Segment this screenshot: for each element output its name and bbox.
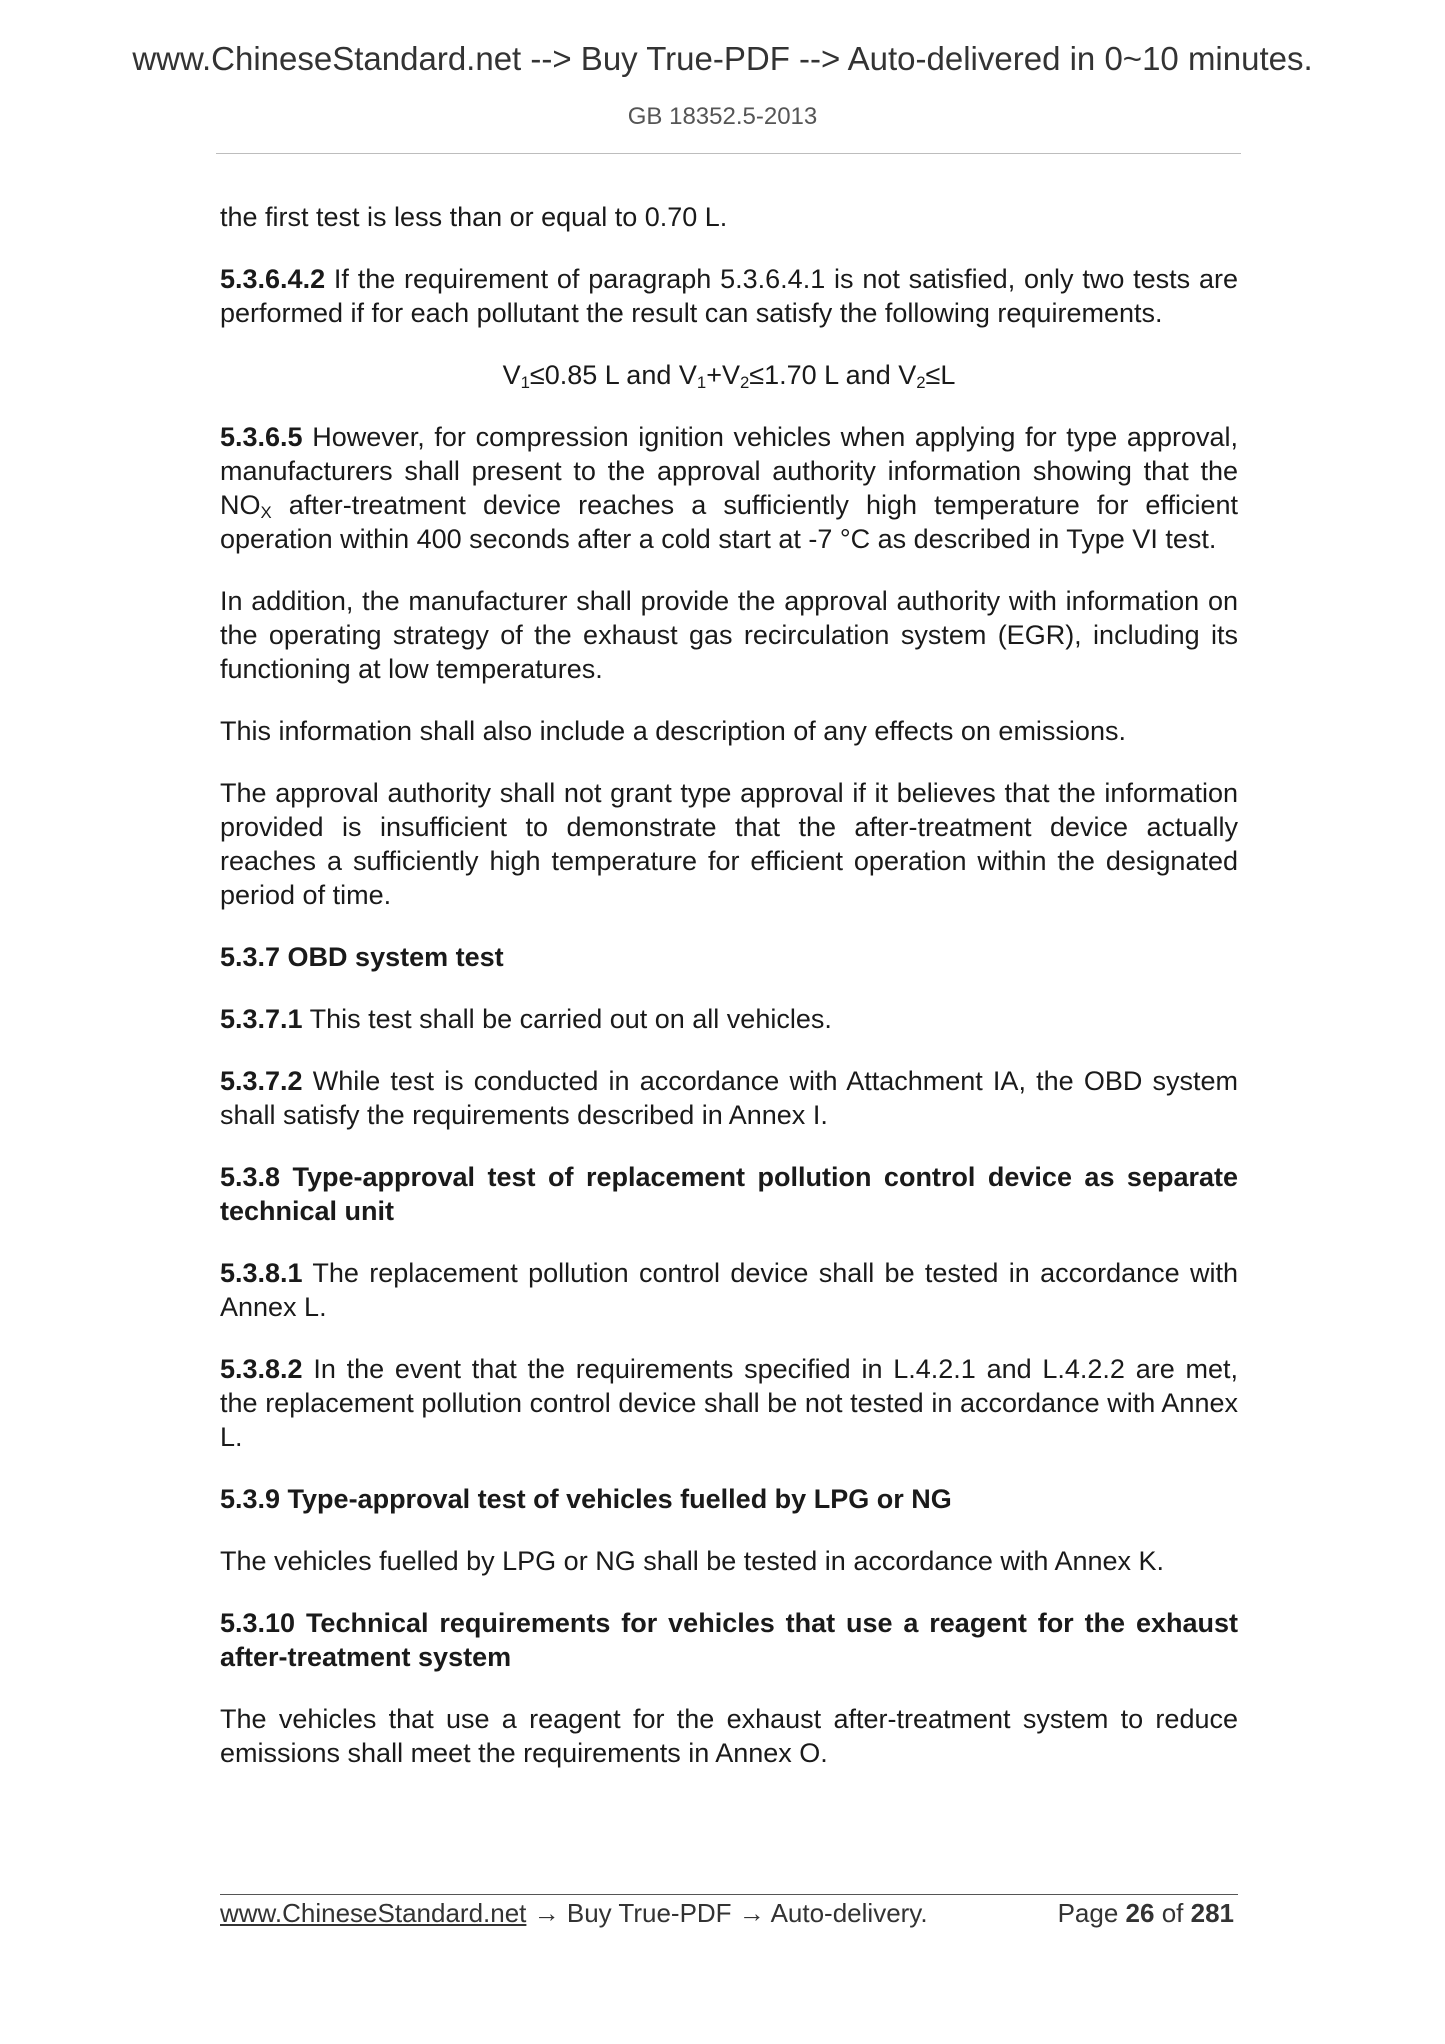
page-footer: [220, 1898, 1238, 1929]
total-pages: 281: [1190, 1898, 1234, 1928]
footer-divider: [220, 1894, 1238, 1895]
formula: $V_1\le 0.85$ L and $V_1+V_2\le 1.70$ L and $V_2\le L$: [502, 360, 956, 393]
heading-5-3-9: 5.3.9 Type-approval test of vehicles fuelled by LPG or NG: [220, 1484, 952, 1514]
clause-5-3-6-5: 5.3.6.5 However, for compression ignition vehicles when applying for type approval, manufacturers shall present to the approval authority information showing that the $NO_X$ after-treatment device reaches a sufficiently high temperature for efficient operation within 400 seconds after a cold start at -7 °C as described in Type VI test.: [220, 422, 1238, 554]
standard-code: GB 18352.5-2013: [627, 103, 818, 130]
top-banner: www.ChineseStandard.net --> Buy True-PDF --> Auto-delivered in 0~10 minutes.: [132, 40, 1313, 77]
clause-number: 5.3.6.4.2: [220, 264, 326, 294]
paragraph-egr: In addition, the manufacturer shall provide the approval authority with information on the operating strategy of the exhaust gas recirculation system (EGR), including its functioning at low temperatures.: [220, 586, 1238, 684]
clause-5-3-6-4-2: [220, 262, 1238, 330]
paragraph-reagent: The vehicles that use a reagent for the exhaust after-treatment system to reduce emissions shall meet the requirements in Annex O.: [220, 1704, 1238, 1768]
clause-number: 5.3.6.5: [220, 422, 303, 452]
clause-5-3-8-1: 5.3.8.1 The replacement pollution control device shall be tested in accordance with Annex L.: [220, 1258, 1238, 1322]
heading-5-3-7: 5.3.7 OBD system test: [220, 942, 504, 972]
heading-5-3-10: 5.3.10 Technical requirements for vehicles that use a reagent for the exhaust after-treatment system: [220, 1608, 1238, 1672]
clause-5-3-8-2: 5.3.8.2 In the event that the requirements specified in L.4.2.1 and L.4.2.2 are met, the replacement pollution control device shall be not tested in accordance with Annex L.: [220, 1354, 1238, 1452]
clause-5-3-7-1: 5.3.7.1 This test shall be carried out on all vehicles.: [220, 1004, 832, 1034]
footer-tagline: → Buy True-PDF → Auto-delivery.: [526, 1898, 928, 1928]
heading-5-3-8: 5.3.8 Type-approval test of replacement pollution control device as separate technical unit: [220, 1162, 1238, 1226]
paragraph-approval-authority: The approval authority shall not grant type approval if it believes that the information provided is insufficient to demonstrate that the after-treatment device actually reaches a sufficiently high temperature for efficient operation within the designated period of time.: [220, 778, 1238, 910]
clause-number: 5.3.7.2: [220, 1066, 303, 1096]
clause-text: If the requirement of paragraph 5.3.6.4.1 is not satisfied, only two tests are performed if for each pollutant the result can satisfy the following requirements.: [220, 264, 1238, 328]
clause-number: 5.3.7.1: [220, 1004, 303, 1034]
footer-link[interactable]: www.ChineseStandard.net: [220, 1898, 527, 1928]
clause-number: 5.3.8.2: [220, 1354, 303, 1384]
page-number: 26: [1125, 1898, 1155, 1928]
clause-5-3-7-2: 5.3.7.2 While test is conducted in accordance with Attachment IA, the OBD system shall satisfy the requirements described in Annex I.: [220, 1066, 1238, 1130]
page-indicator: Page 26 of 281: [1057, 1898, 1234, 1928]
paragraph-lpg-ng: The vehicles fuelled by LPG or NG shall be tested in accordance with Annex K.: [220, 1546, 1165, 1576]
clause-number: 5.3.8.1: [220, 1258, 303, 1288]
document-body: [220, 200, 1238, 1798]
paragraph-continuation: the first test is less than or equal to 0.70 L.: [220, 202, 728, 232]
header-divider: [216, 153, 1241, 154]
paragraph-effects: This information shall also include a description of any effects on emissions.: [220, 716, 1126, 746]
